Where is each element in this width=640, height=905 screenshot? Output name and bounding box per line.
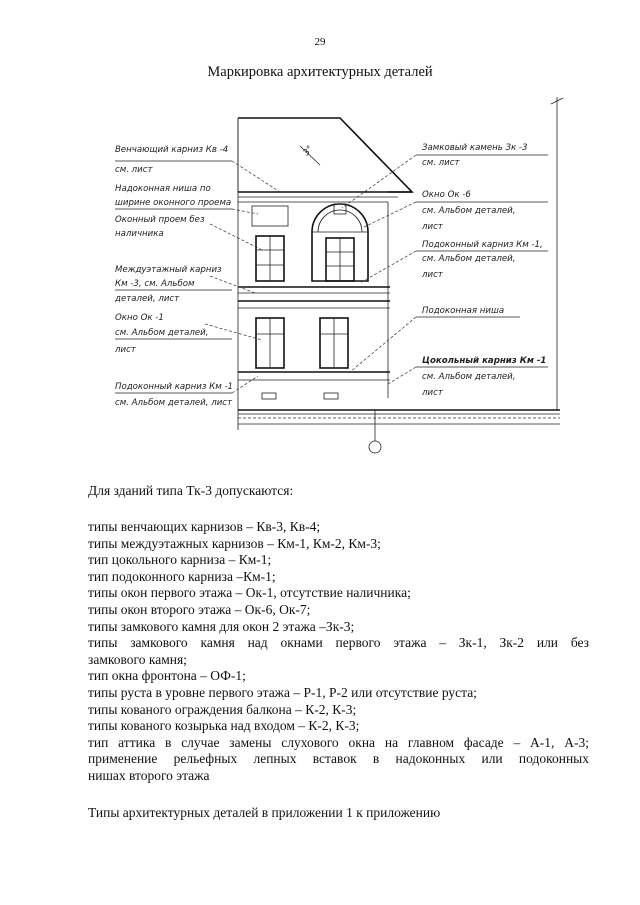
callout-label: Цокольный карниз Км -1	[422, 356, 547, 366]
callout-label: см. лист	[422, 158, 460, 168]
footer-note: Типы архитектурных деталей в приложении 1 к приложению	[88, 805, 441, 820]
list-item: типы замкового камня для окон 2 этажа –Зк-3;	[88, 618, 355, 634]
list-item: тип цокольного карниза – Км-1;	[88, 552, 272, 568]
callout-label: Подоконный карниз Км -1,	[422, 240, 543, 250]
callout-label: см. Альбом деталей,	[422, 254, 516, 264]
callout-label: Окно Ок -6	[422, 190, 471, 200]
list-item: типы венчающих карнизов – Кв-3, Кв-4;	[88, 519, 321, 534]
list-item: типы кованого ограждения балкона – К-2, К-3;	[88, 701, 357, 717]
right-labels	[421, 143, 546, 398]
callout-label: Оконный проем без	[115, 215, 205, 225]
callout-label: Подоконная ниша	[422, 306, 505, 316]
slope-label: 3°	[301, 144, 316, 158]
page-title: Маркировка архитектурных деталей	[207, 64, 433, 80]
list-item: тип аттика в случае замены слухового окна на главном фасаде – А-1, А-3;	[88, 734, 589, 750]
callout-label: деталей, лист	[115, 294, 180, 304]
list-item: тип окна фронтона – ОФ-1;	[88, 668, 246, 684]
page-number: 29	[314, 36, 326, 48]
callout-label: ширине оконного проема	[115, 198, 232, 208]
list-item: типы замкового камня над окнами первого этажа – Зк-1, Зк-2 или без	[88, 635, 589, 651]
callout-label: см. Альбом деталей,	[422, 206, 516, 216]
allowed-types-list	[88, 519, 589, 785]
callout-label: лист	[422, 388, 443, 398]
callout-label: Надоконная ниша по	[115, 184, 211, 194]
list-item: типы руста в уровне первого этажа – Р-1, Р-2 или отсутствие руста;	[88, 684, 477, 700]
callout-label: лист	[422, 222, 443, 232]
callout-label: см. Альбом деталей, лист	[115, 398, 233, 408]
callout-label: Окно Ок -1	[115, 313, 164, 323]
list-item: типы окон первого этажа – Ок-1, отсутствие наличника;	[88, 585, 411, 601]
callout-label: см. лист	[115, 165, 153, 175]
list-item: замкового камня;	[88, 651, 187, 667]
callout-label: Венчающий карниз Кв -4	[115, 145, 229, 155]
callout-label: Км -3, см. Альбом	[115, 279, 195, 289]
left-labels	[114, 145, 233, 408]
callout-label: Подоконный карниз Км -1	[115, 382, 234, 392]
callout-label: см. Альбом деталей,	[422, 372, 516, 382]
callout-label: Замковый камень Зк -3	[422, 143, 528, 153]
list-item: типы окон второго этажа – Ок-6, Ок-7;	[88, 601, 311, 617]
callout-label: Междуэтажный карниз	[115, 265, 222, 275]
callout-label: лист	[115, 345, 136, 355]
list-item: применение рельефных лепных вставок в надоконных или подоконных	[88, 751, 589, 767]
callout-label: лист	[422, 270, 443, 280]
list-item: типы кованого козырька над входом – К-2, К-3;	[88, 718, 360, 734]
callout-label: наличника	[115, 229, 164, 239]
intro-text: Для зданий типа Тк-3 допускаются:	[88, 483, 294, 498]
list-item: типы междуэтажных карнизов – Км-1, Км-2, Км-3;	[88, 535, 381, 551]
list-item: тип подоконного карниза –Км-1;	[88, 568, 276, 584]
list-item: нишах второго этажа	[88, 767, 210, 783]
callout-label: см. Альбом деталей,	[115, 328, 209, 338]
